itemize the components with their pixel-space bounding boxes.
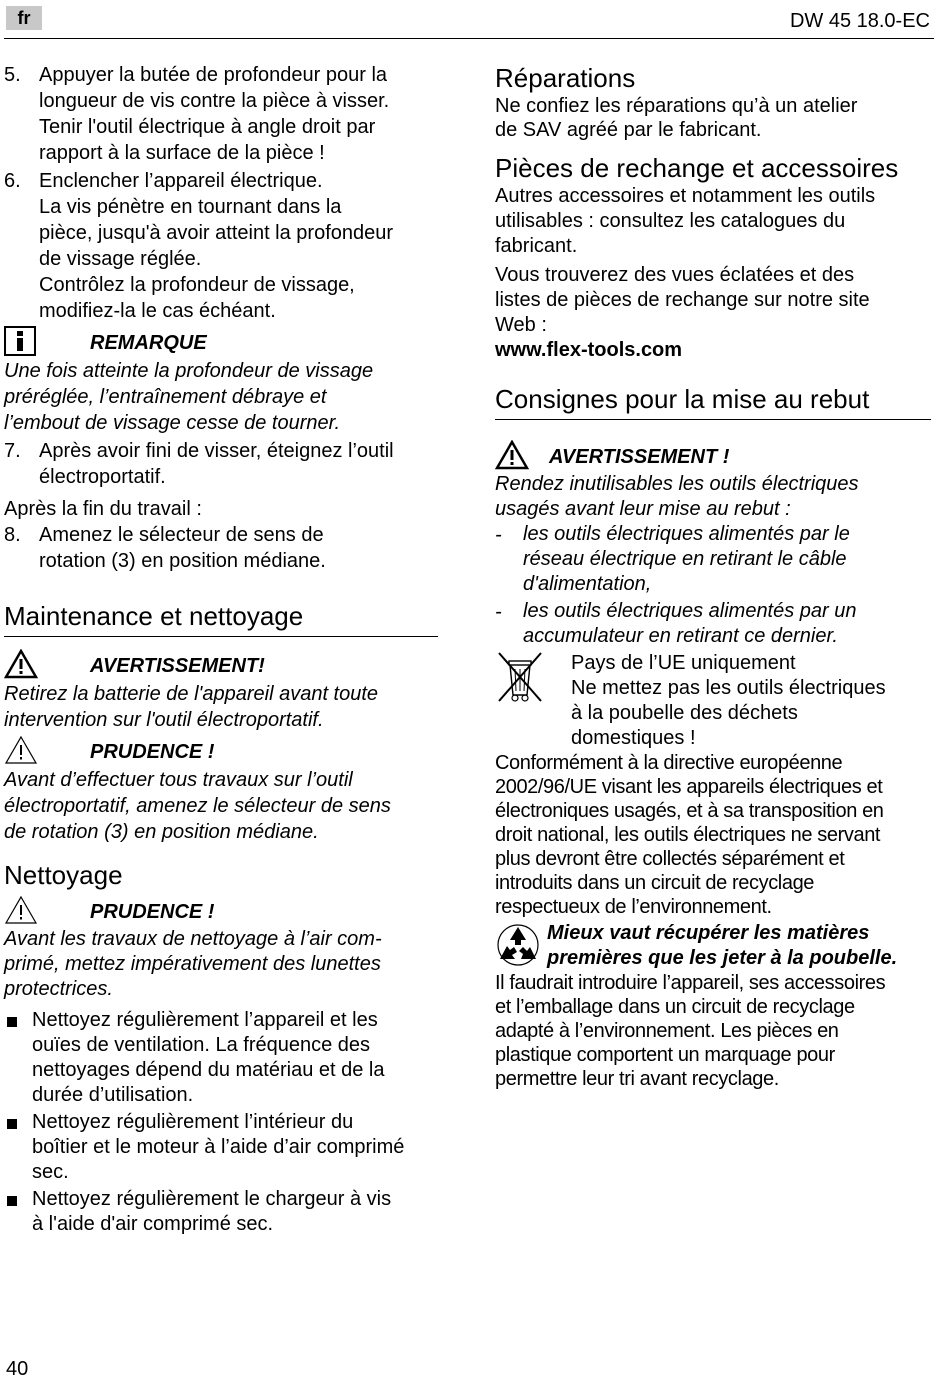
remark-title-text: REMARQUE (90, 332, 207, 354)
text-line: et l’emballage dans un circuit de recyclage (495, 996, 855, 1018)
remark-title (4, 328, 438, 358)
info-icon (4, 326, 36, 365)
text-line: les outils électriques alimentés par le (523, 523, 850, 545)
caution-title-text: PRUDENCE ! (90, 901, 215, 923)
document-code: DW 45 18.0-EC (789, 10, 930, 32)
warning-triangle-icon (4, 649, 38, 688)
text-line: de rotation (3) en position médiane. (4, 821, 319, 843)
remark-text (4, 358, 438, 436)
header-rule (4, 38, 934, 39)
caution-notice-2 (4, 897, 438, 1002)
warning-notice (4, 651, 438, 733)
text-line: plus devront être collectés séparément et (495, 848, 845, 870)
step-6 (4, 168, 438, 324)
bullet-item (4, 1187, 438, 1237)
recycle-slogan (547, 921, 931, 971)
text-line: plastique comportent un marquage pour (495, 1044, 835, 1066)
warning-title-text: AVERTISSEMENT! (90, 655, 265, 677)
caution-title (4, 737, 438, 767)
text-line: Retirez la batterie de l'appareil avant toute (4, 683, 379, 705)
text-line: longueur de vis contre la pièce à visser. (39, 90, 390, 112)
text-line: Contrôlez la profondeur de vissage, (39, 274, 355, 296)
text-line: de SAV agréé par le fabricant. (495, 119, 762, 141)
text-line: Tenir l'outil électrique à angle droit par (39, 116, 376, 138)
exploded-views-text (495, 263, 931, 338)
text-line: domestiques ! (571, 727, 696, 749)
text-line: Conformément à la directive européenne (495, 752, 843, 774)
text-line: Amenez le sélecteur de sens de (39, 524, 324, 546)
step-number: 5. (4, 64, 21, 86)
text-line: utilisables : consultez les catalogues du (495, 210, 846, 232)
text-line: La vis pénètre en tournant dans la (39, 196, 342, 218)
text-line: électroniques usagés, et à sa transposition en (495, 800, 884, 822)
caution-text (4, 767, 438, 845)
text-line: Appuyer la butée de profondeur pour la (39, 64, 388, 86)
bullet-text (32, 1008, 438, 1108)
warning-text (4, 681, 438, 733)
step-text (39, 168, 438, 324)
warning-triangle-icon (495, 440, 529, 479)
text-line: adapté à l’environnement. Les pièces en (495, 1020, 839, 1042)
text-line: Après avoir fini de visser, éteignez l’outil (39, 440, 394, 462)
bullet-square (7, 1119, 17, 1129)
cleaning-heading: Nettoyage (4, 860, 123, 890)
text-line: sec. (32, 1161, 69, 1183)
dash-marker: - (495, 601, 502, 623)
text-line: préréglée, l’entraînement débraye et (4, 386, 327, 408)
dash-item (495, 599, 931, 649)
right-column (495, 62, 931, 1091)
text-line: Nettoyez régulièrement le chargeur à vis (32, 1188, 392, 1210)
text-line: les outils électriques alimentés par un (523, 600, 857, 622)
page-number: 40 (6, 1358, 29, 1380)
crossed-bin-icon (495, 649, 545, 710)
dash-text (523, 599, 931, 649)
text-line: permettre leur tri avant recyclage. (495, 1068, 779, 1090)
caution-title-text: PRUDENCE ! (90, 741, 215, 763)
text-line: électroportatif, amenez le sélecteur de sens (4, 795, 391, 817)
text-line: rotation (3) en position médiane. (39, 550, 326, 572)
step-5 (4, 62, 438, 166)
text-line: Pays de l’UE uniquement (571, 652, 796, 674)
step-number: 8. (4, 524, 21, 546)
text-line: usagés avant leur mise au rebut : (495, 498, 791, 520)
step-text (39, 438, 438, 490)
step-text (39, 522, 438, 574)
text-line: Nettoyez régulièrement l’intérieur du (32, 1111, 354, 1133)
step-number: 7. (4, 440, 21, 462)
maintenance-heading: Maintenance et nettoyage (4, 600, 438, 637)
disposal-heading: Consignes pour la mise au rebut (495, 383, 931, 420)
text-line: Avant les travaux de nettoyage à l’air com- (4, 928, 382, 950)
text-line: primé, mettez impérativement des lunettes (4, 953, 381, 975)
warning-title (495, 442, 931, 472)
parts-heading: Pièces de rechange et accessoires (495, 153, 899, 183)
text-line: Rendez inutilisables les outils électriques (495, 473, 859, 495)
weee-text (571, 651, 931, 751)
step-text (39, 62, 438, 166)
directive-text (495, 751, 931, 919)
warning-title-text: AVERTISSEMENT ! (549, 446, 730, 468)
caution-text (4, 927, 438, 1002)
text-line: l’embout de vissage cesse de tourner. (4, 412, 341, 434)
text-line: nettoyages dépend du matériau et de la (32, 1059, 385, 1081)
caution-triangle-icon (4, 735, 38, 774)
text-line: 2002/96/UE visant les appareils électriques et (495, 776, 883, 798)
text-line: Une fois atteinte la profondeur de vissage (4, 360, 374, 382)
remark-notice (4, 328, 438, 436)
warning-title (4, 651, 438, 681)
website-link[interactable]: www.flex-tools.com (495, 339, 683, 361)
recycling-icon (495, 923, 541, 974)
text-line: Mieux vaut récupérer les matières (547, 922, 870, 944)
step-8 (4, 522, 438, 574)
left-column (4, 62, 438, 1237)
warning-text (495, 472, 931, 522)
text-line: droit national, les outils électriques ne servant (495, 824, 881, 846)
repairs-text (495, 94, 931, 142)
caution-notice (4, 737, 438, 845)
dash-text (523, 522, 931, 597)
text-line: protectrices. (4, 978, 113, 1000)
text-line: introduits dans un circuit de recyclage (495, 872, 815, 894)
text-line: durée d’utilisation. (32, 1084, 194, 1106)
text-line: Autres accessoires et notamment les outils (495, 185, 876, 207)
language-tag: fr (6, 6, 42, 30)
caution-triangle-icon (4, 895, 38, 934)
bullet-item (4, 1008, 438, 1108)
text-line: listes de pièces de rechange sur notre site (495, 289, 870, 311)
text-line: premières que les jeter à la poubelle. (547, 947, 898, 969)
after-work-label: Après la fin du travail : (4, 498, 202, 520)
dash-item (495, 522, 931, 597)
step-number: 6. (4, 170, 21, 192)
recycle-notice (495, 921, 931, 971)
text-line: de vissage réglée. (39, 248, 202, 270)
text-line: Web : (495, 314, 547, 336)
bullet-square (7, 1017, 17, 1027)
caution-title (4, 897, 438, 927)
text-line: respectueux de l’environnement. (495, 896, 772, 918)
text-line: à l'aide d'air comprimé sec. (32, 1213, 274, 1235)
bullet-item (4, 1110, 438, 1185)
text-line: ouïes de ventilation. La fréquence des (32, 1034, 371, 1056)
text-line: boîtier et le moteur à l’aide d’air comprimé (32, 1136, 405, 1158)
bullet-text (32, 1187, 438, 1237)
step-7 (4, 438, 438, 490)
disposal-warning (495, 442, 931, 522)
text-line: modifiez-la le cas échéant. (39, 300, 276, 322)
text-line: Enclencher l’appareil électrique. (39, 170, 323, 192)
text-line: accumulateur en retirant ce dernier. (523, 625, 838, 647)
text-line: Vous trouverez des vues éclatées et des (495, 264, 855, 286)
parts-text (495, 184, 931, 259)
repairs-heading: Réparations (495, 63, 636, 93)
text-line: Nettoyez régulièrement l’appareil et les (32, 1009, 378, 1031)
text-line: à la poubelle des déchets (571, 702, 798, 724)
text-line: Il faudrait introduire l’appareil, ses accessoires (495, 972, 886, 994)
text-line: fabricant. (495, 235, 578, 257)
text-line: électroportatif. (39, 466, 166, 488)
weee-notice (495, 651, 931, 751)
text-line: réseau électrique en retirant le câble (523, 548, 847, 570)
text-line: pièce, jusqu'à avoir atteint la profondeur (39, 222, 394, 244)
text-line: rapport à la surface de la pièce ! (39, 142, 325, 164)
recycle-text (495, 971, 931, 1091)
bullet-square (7, 1196, 17, 1206)
dash-marker: - (495, 524, 502, 546)
text-line: Avant d’effectuer tous travaux sur l’outil (4, 769, 353, 791)
text-line: d'alimentation, (523, 573, 652, 595)
bullet-text (32, 1110, 438, 1185)
text-line: intervention sur l'outil électroportatif. (4, 709, 324, 731)
text-line: Ne mettez pas les outils électriques (571, 677, 886, 699)
text-line: Ne confiez les réparations qu’à un atelier (495, 95, 858, 117)
